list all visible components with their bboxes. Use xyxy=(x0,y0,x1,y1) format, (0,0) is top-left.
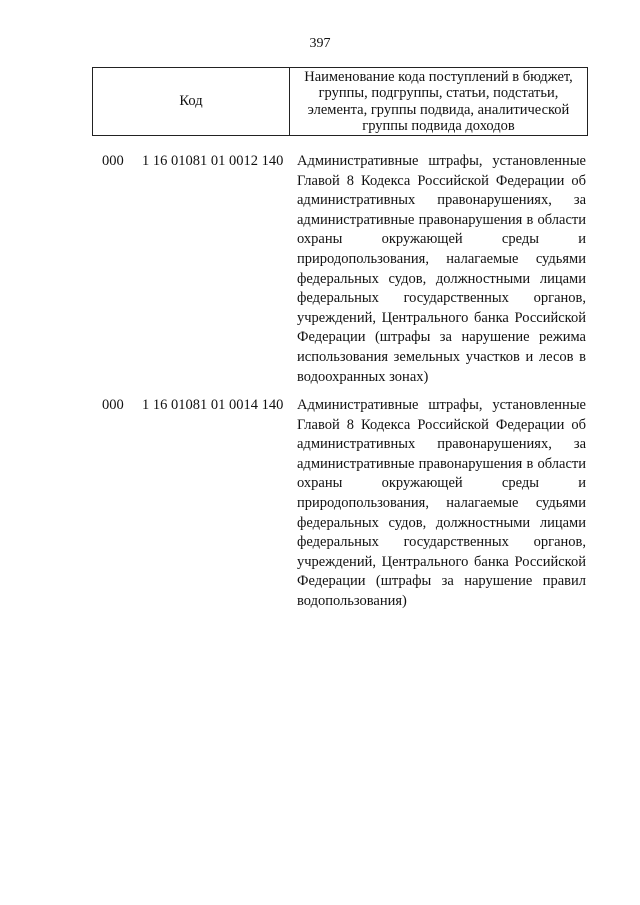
kbk-code: 1 16 01081 01 0012 140 xyxy=(142,153,284,169)
description-line: Административные штрафы, установленные xyxy=(297,153,586,169)
description-line: административные правонарушения в области xyxy=(297,211,586,228)
page-number: 397 xyxy=(309,36,331,51)
table-header xyxy=(92,67,588,136)
description-line: федеральных судов, должностными лицами xyxy=(297,270,586,287)
description-line: Федерации (штрафы за нарушение режима xyxy=(297,329,586,346)
revenue-description xyxy=(297,396,586,612)
description-line: учреждений, Центрального банка Российской xyxy=(297,309,586,326)
admin-code: 000 xyxy=(102,397,124,413)
description-line: федеральных судов, должностными лицами xyxy=(297,514,586,531)
description-line: административных правонарушениях, за xyxy=(297,192,586,209)
description-line: Федерации (штрафы за нарушение правил xyxy=(297,573,586,590)
description-line: учреждений, Центрального банка Российской xyxy=(297,553,586,570)
description-line: Административные штрафы, установленные xyxy=(297,397,586,413)
header-name-cell: Наименование кода поступлений в бюджет, группы, подгруппы, статьи, подстатьи, элемента, группы подвида, аналитической группы подвида доходов xyxy=(304,68,573,134)
description-line: водопользования) xyxy=(297,592,407,609)
kbk-code: 1 16 01081 01 0014 140 xyxy=(142,397,284,413)
description-line: водоохранных зонах) xyxy=(297,368,429,385)
revenue-description xyxy=(297,152,586,387)
description-line: охраны окружающей среды и xyxy=(297,231,586,248)
description-line: федеральных государственных органов, xyxy=(297,534,586,551)
header-code-cell: Код xyxy=(93,68,290,135)
description-line: Главой 8 Кодекса Российской Федерации об xyxy=(297,172,586,189)
description-line: использования земельных участков и лесов в xyxy=(297,348,586,365)
description-line: Главой 8 Кодекса Российской Федерации об xyxy=(297,416,586,433)
description-line: федеральных государственных органов, xyxy=(297,290,586,307)
description-line: административных правонарушениях, за xyxy=(297,436,586,453)
description-line: природопользования, налагаемые судьями xyxy=(297,494,586,511)
description-line: охраны окружающей среды и xyxy=(297,475,586,492)
description-line: природопользования, налагаемые судьями xyxy=(297,250,586,267)
description-line: административные правонарушения в области xyxy=(297,455,586,472)
admin-code: 000 xyxy=(102,153,124,169)
